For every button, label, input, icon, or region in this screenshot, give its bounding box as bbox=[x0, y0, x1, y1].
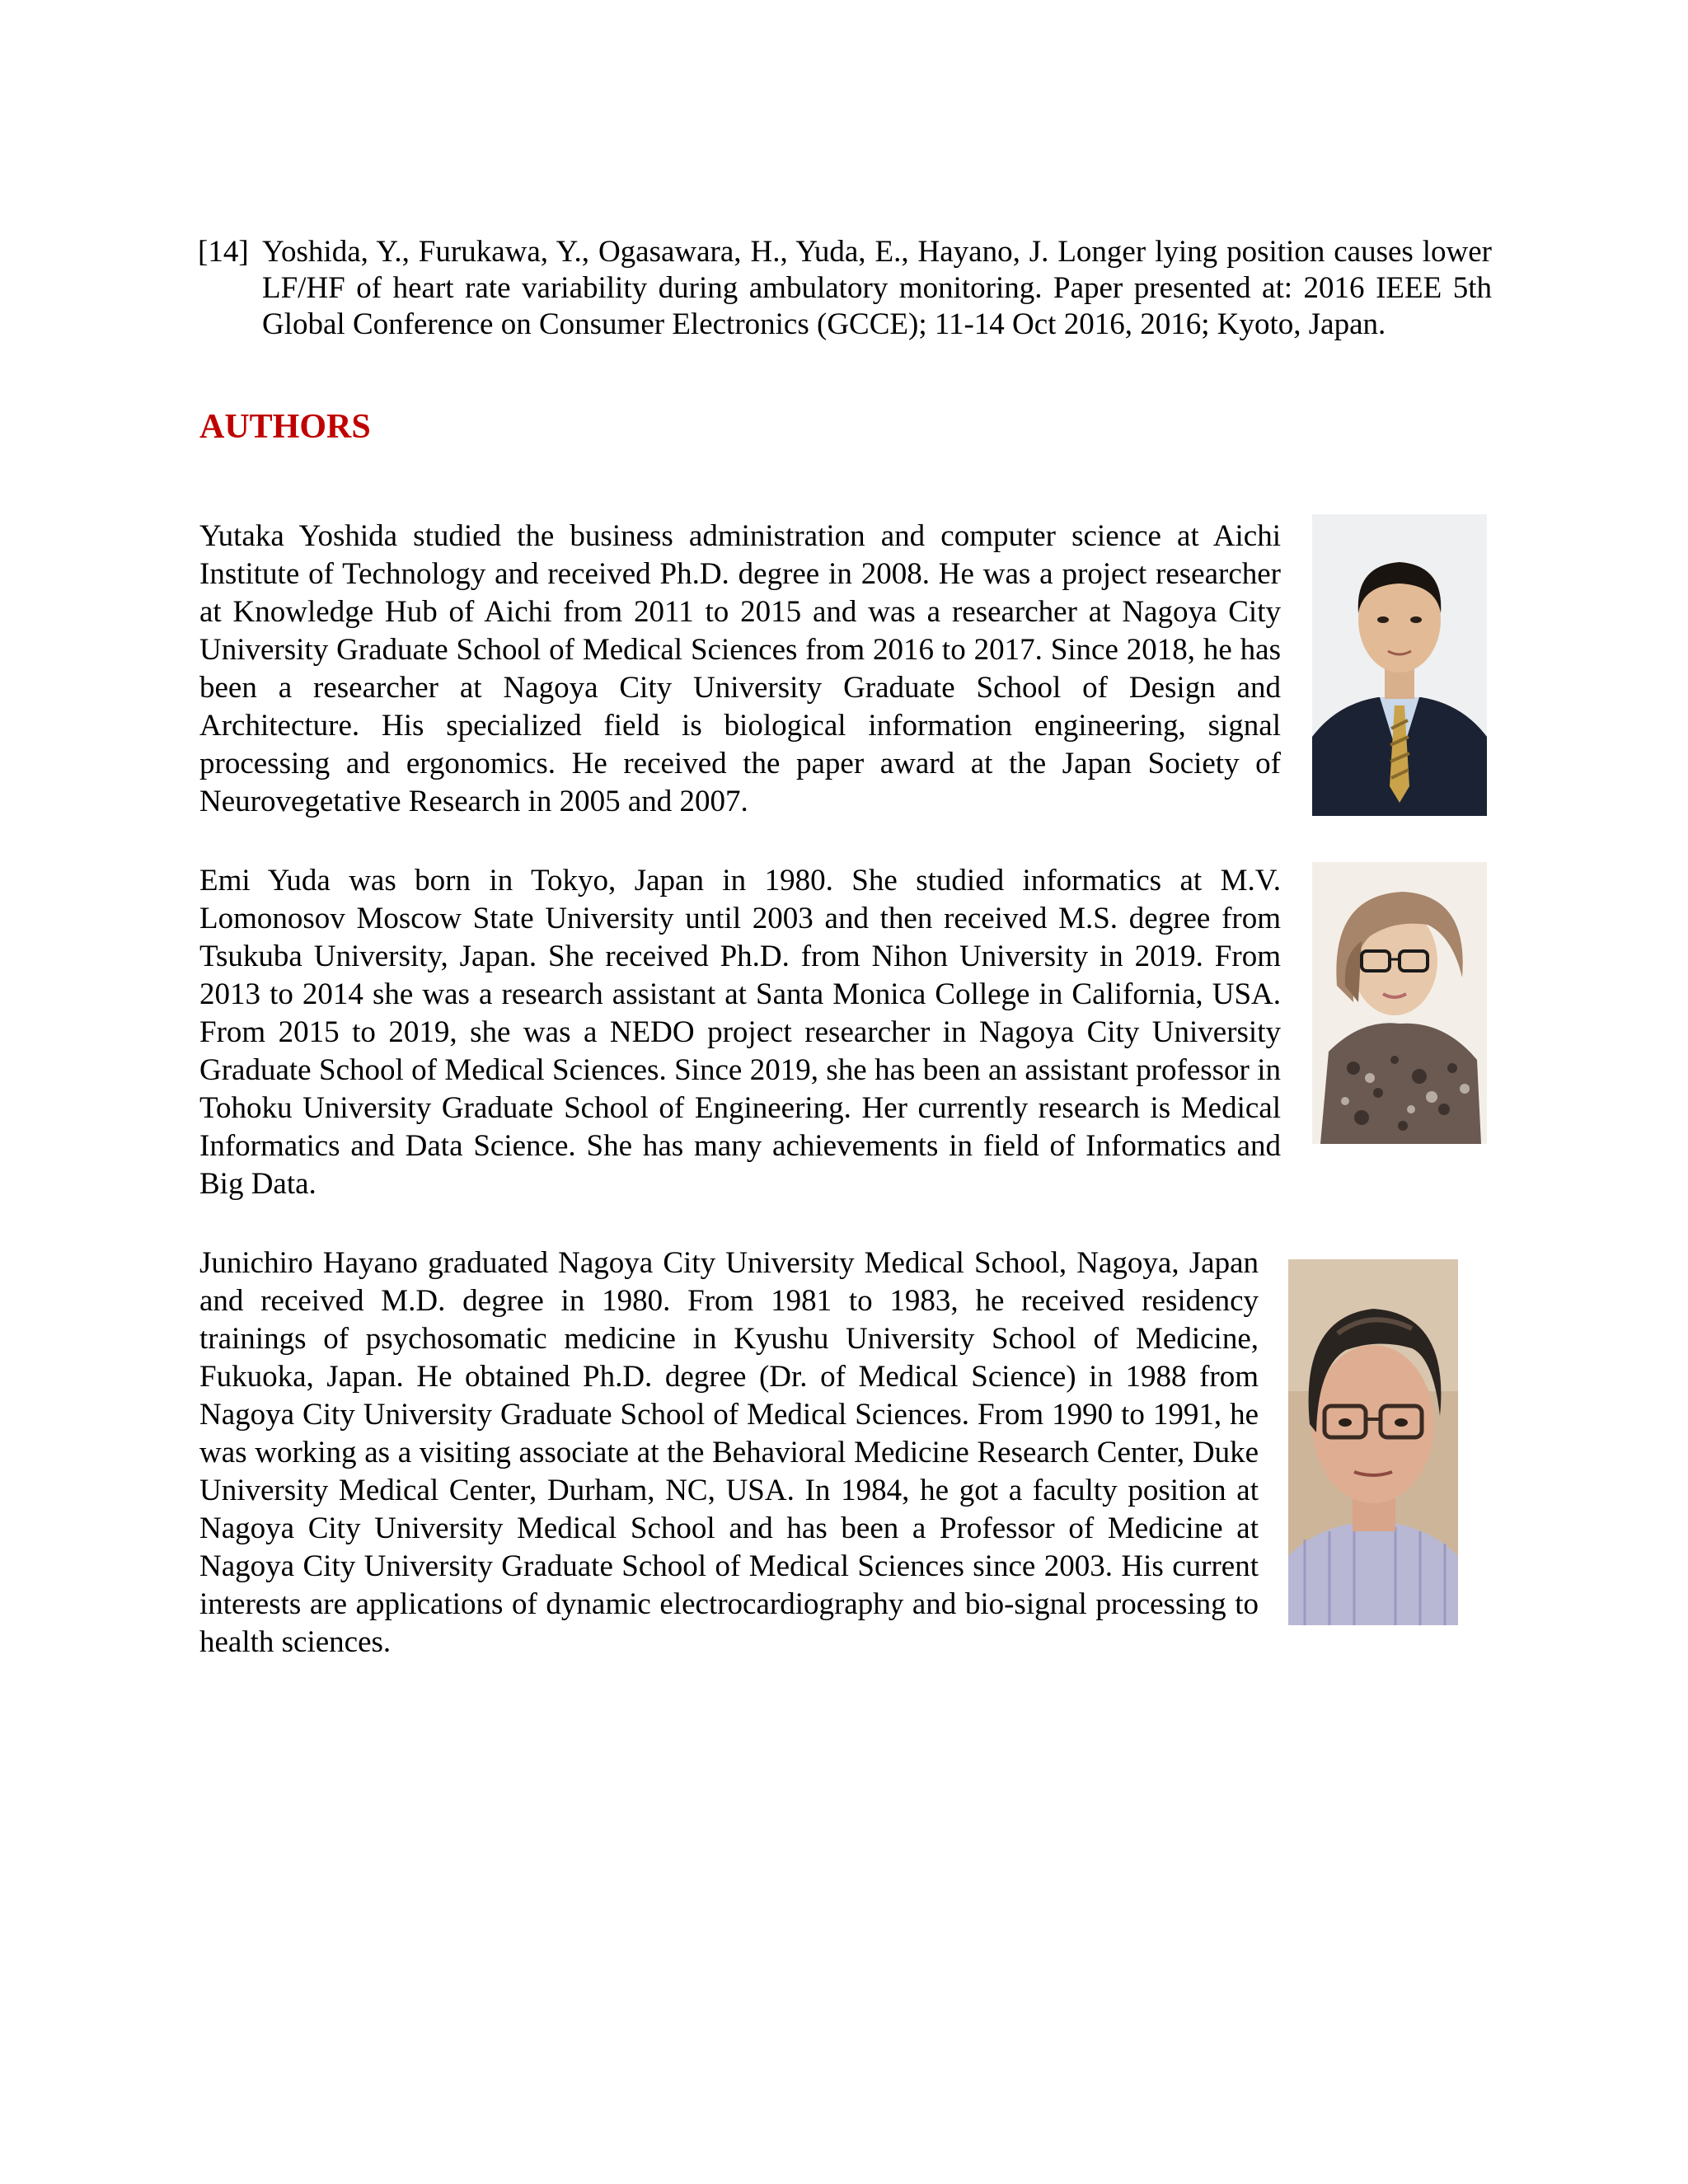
author-bio-yoshida: Yutaka Yoshida studied the business administration and computer science at Aichi Institute of Technology and received Ph.D. degree in 2008. He was a project researcher at Knowledge Hub of Aichi from 2011 to 2015 and was a researcher at Nagoya City University Graduate School of Medical Sciences from 2016 to 2017. Since 2018, he has been a researcher at Nagoya City University Graduate School of Design and Architecture. His specialized field is biological information engineering, signal processing and ergonomics. He received the paper award at the Japan Society of Neurovegetative Research in 2005 and 2007. bbox=[199, 519, 1281, 818]
author-photo-yuda bbox=[1312, 862, 1487, 1144]
author-photo-hayano bbox=[1288, 1259, 1458, 1625]
author-bio-hayano: Junichiro Hayano graduated Nagoya City University Medical School, Nagoya, Japan and received M.D. degree in 1980. From 1981 to 1983, he received residency trainings of psychosomatic medicine in Kyushu University School of Medicine, Fukuoka, Japan. He obtained Ph.D. degree (Dr. of Medical Science) in 1988 from Nagoya City University Graduate School of Medical Sciences. From 1990 to 1991, he was working as a visiting associate at the Behavioral Medicine Research Center, Duke University Medical Center, Durham, NC, USA. In 1984, he got a faculty position at Nagoya City University Medical School and has been a Professor of Medicine at Nagoya City University Graduate School of Medical Sciences since 2003. His current interests are applications of dynamic electrocardiography and bio-signal processing to health sciences. bbox=[199, 1246, 1259, 1659]
reference-text: Yoshida, Y., Furukawa, Y., Ogasawara, H., Yuda, E., Hayano, J. Longer lying position causes lower LF/HF of heart rate variability during ambulatory monitoring. Paper presented at: 2016 IEEE 5th Global Conference on Consumer Electronics (GCCE); 11-14 Oct 2016, 2016; Kyoto, Japan. bbox=[262, 235, 1492, 341]
author-bio-yuda: Emi Yuda was born in Tokyo, Japan in 1980. She studied informatics at M.V. Lomonosov Moscow State University until 2003 and then received M.S. degree from Tsukuba University, Japan. She received Ph.D. from Nihon University in 2019. From 2013 to 2014 she was a research assistant at Santa Monica College in California, USA. From 2015 to 2019, she was a NEDO project researcher in Nagoya City University Graduate School of Medical Sciences. Since 2019, she has been an assistant professor in Tohoku University Graduate School of Engineering. Her currently research is Medical Informatics and Data Science. She has many achievements in field of Informatics and Big Data. bbox=[199, 864, 1281, 1201]
authors-heading: AUTHORS bbox=[199, 408, 371, 446]
reference-number: [14] bbox=[198, 235, 249, 269]
author-photo-yoshida bbox=[1312, 514, 1487, 816]
reference-entry bbox=[198, 234, 1492, 343]
